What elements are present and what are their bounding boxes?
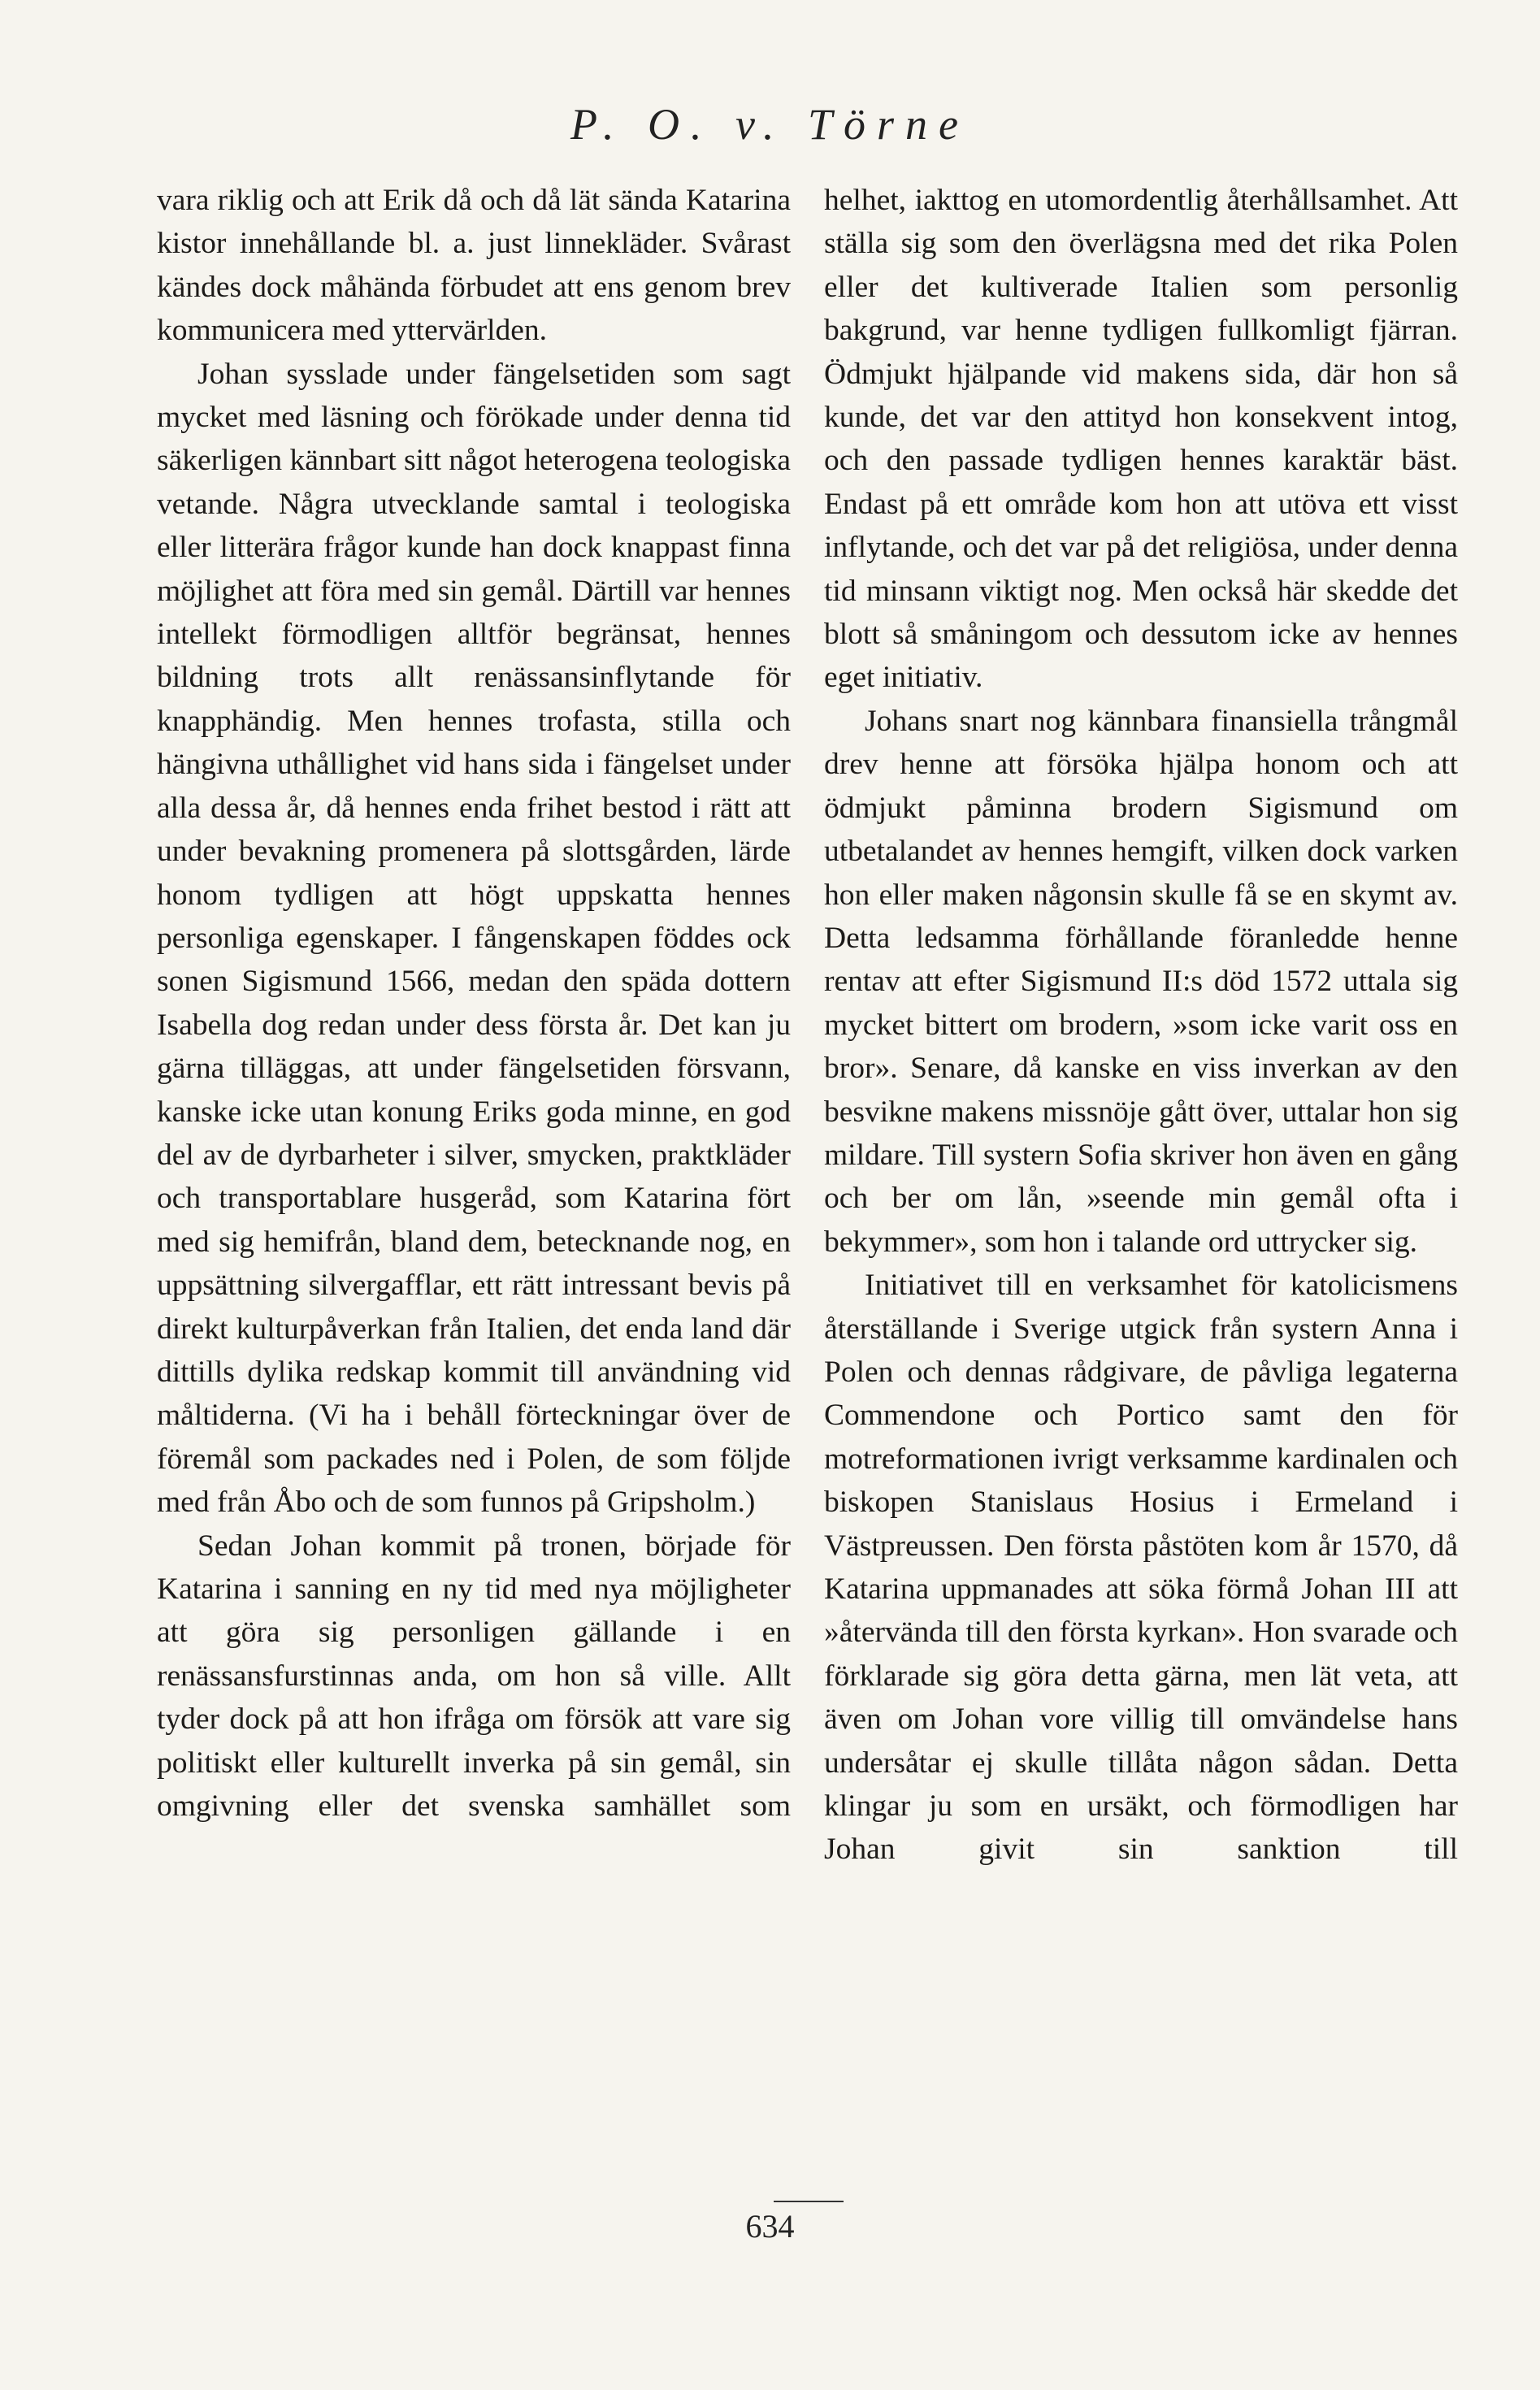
paragraph: helhet, iakttog en utomordentlig återhållsamhet. Att ställa sig som den överlägsna med det rika Polen eller det kultiverade Italien som personlig bakgrund, var henne tydligen fullkomligt fjärran. Ödmjukt hjälpande vid makens sida, där hon så kunde, det var den attityd hon konsekvent intog, och den passade tydligen hennes karaktär bäst. Endast på ett område kom hon att utöva ett visst inflytande, och det var på det religiösa, under denna tid minsann viktigt nog. Men också här skedde det blott så småningom och dessutom icke av hennes eget initiativ. — [824, 184, 1458, 695]
paragraph: Johans snart nog kännbara finansiella trångmål drev henne att försöka hjälpa honom och att ödmjukt påminna brodern Sigismund om utbetalandet av hennes hemgift, vilken dock varken hon eller maken någonsin skulle få se en skymt av. Detta ledsamma förhållande föranledde henne rentav att efter Sigismund II:s död 1572 uttala sig mycket bittert om brodern, »som icke varit oss en bror». Senare, då kanske en viss inverkan av den besvikne makens missnöje gått över, uttalar hon sig mildare. Till systern Sofia skriver hon även en gång och ber om lån, »seende min gemål ofta i bekymmer», som hon i talande ord uttrycker sig. — [824, 704, 1458, 1259]
footer-rule — [774, 2201, 844, 2202]
text-column-left — [157, 179, 791, 1828]
text-column-right — [824, 179, 1458, 1872]
page-number: 634 — [745, 2208, 795, 2245]
running-header: P. O. v. Törne — [570, 100, 970, 149]
paragraph: vara riklig och att Erik då och då lät sända Katarina kistor innehållande bl. a. just linnekläder. Svårast kändes dock måhända förbudet att ens genom brev kommunicera med yttervärlden. — [157, 184, 791, 348]
paragraph: Sedan Johan kommit på tronen, började för Katarina i sanning en ny tid med nya möjligheter att göra sig personligen gällande i en renässansfurstinnas anda, om hon så ville. Allt tyder dock på att hon ifråga om försök att vare sig politiskt eller kulturellt inverka på sin gemål, sin omgivning eller det svenska samhället som — [157, 1529, 791, 1824]
paragraph: Initiativet till en verksamhet för katolicismens återställande i Sverige utgick från systern Anna i Polen och dennas rådgivare, de påvliga legaterna Commendone och Portico samt den för motreformationen ivrigt verksamme kardinalen och biskopen Stanislaus Hosius i Ermeland i Västpreussen. Den första påstöten kom år 1570, då Katarina uppmanades att söka förmå Johan III att »återvända till den första kyrkan». Hon svarade och förklarade sig göra detta gärna, men lät veta, att även om Johan vore villig till omvändelse hans undersåtar ej skulle tillåta någon sådan. Detta klingar ju som en ursäkt, och förmodligen har Johan givit sin sanktion till — [824, 1269, 1458, 1867]
paragraph: Johan sysslade under fängelsetiden som sagt mycket med läsning och förökade under denna tid säkerligen kännbart sitt något heterogena teologiska vetande. Några utvecklande samtal i teologiska eller litterära frågor kunde han dock knappast finna möjlighet att föra med sin gemål. Därtill var hennes intellekt förmodligen alltför begränsat, hennes bildning trots allt renässansinflytande för knapphändig. Men hennes trofasta, stilla och hängivna uthållighet vid hans sida i fängelset under alla dessa år, då hennes enda frihet bestod i rätt att under bevakning promenera på slottsgården, lärde honom tydligen att högt uppskatta hennes personliga egenskaper. I fångenskapen föddes ock sonen Sigismund 1566, medan den späda dottern Isabella dog redan under dess första år. Det kan ju gärna tilläggas, att under fängelsetiden försvann, kanske icke utan konung Eriks goda minne, en god del av de dyrbarheter i silver, smycken, praktkläder och transportablare husgeråd, som Katarina fört med sig hemifrån, bland dem, betecknande nog, en uppsättning silvergafflar, ett rätt intressant bevis på direkt kulturpåverkan från Italien, det enda land där dittills dylika redskap kommit till användning vid måltiderna. (Vi ha i behåll förteckningar över de föremål som packades ned i Polen, de som följde med från Åbo och de som funnos på Gripsholm.) — [157, 357, 791, 1520]
